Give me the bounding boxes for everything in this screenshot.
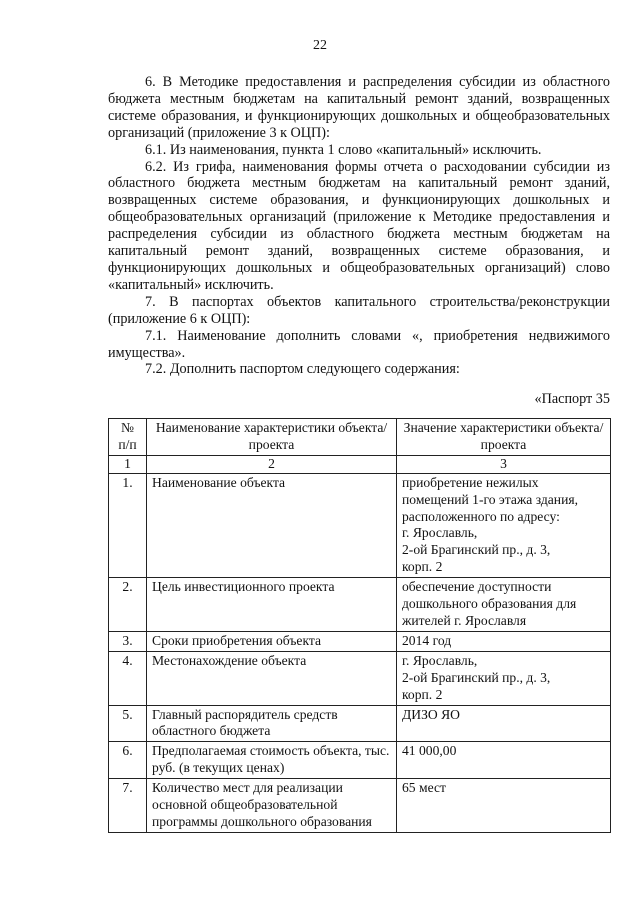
header-characteristic-name: Наименование характеристики объекта/проекта — [147, 419, 397, 456]
row-characteristic-value — [397, 779, 611, 833]
row-number: 3. — [109, 631, 147, 651]
value-line: расположенного по адресу: — [402, 508, 560, 524]
header-characteristic-value: Значение характеристики объекта/проекта — [397, 419, 611, 456]
value-line: ДИЗО ЯО — [402, 706, 460, 722]
paragraph-7-1: 7.1. Наименование дополнить словами «, приобретения недвижимого имущества». — [108, 327, 610, 361]
value-line: 2-ой Брагинский пр., д. 3, — [402, 542, 551, 558]
value-line: помещений 1-го этажа здания, — [402, 491, 579, 507]
value-line: г. Ярославль, — [402, 525, 478, 541]
row-number: 6. — [109, 742, 147, 779]
document-body — [108, 74, 610, 408]
column-number: 2 — [147, 455, 397, 473]
row-number: 4. — [109, 651, 147, 705]
table-row — [109, 631, 611, 651]
row-characteristic-name: Количество мест для реализации основной общеобразовательной программы дошкольного образования — [147, 779, 397, 833]
row-number: 7. — [109, 779, 147, 833]
page-number: 22 — [313, 38, 327, 53]
value-line: обеспечение доступности — [402, 579, 552, 595]
row-characteristic-name: Наименование объекта — [147, 473, 397, 577]
paragraph-7-2: 7.2. Дополнить паспортом следующего содержания: — [145, 361, 460, 378]
row-characteristic-name: Предполагаемая стоимость объекта, тыс. руб. (в текущих ценах) — [147, 742, 397, 779]
column-number: 1 — [109, 455, 147, 473]
row-characteristic-value — [397, 742, 611, 779]
table-row — [109, 742, 611, 779]
row-characteristic-name: Сроки приобретения объекта — [147, 631, 397, 651]
row-number: 1. — [109, 473, 147, 577]
table-header-row — [109, 419, 611, 456]
table-row — [109, 473, 611, 577]
passport-table-body — [109, 473, 611, 832]
passport-title: «Паспорт 35 — [534, 391, 610, 408]
paragraph-6: 6. В Методике предоставления и распределения субсидии из областного бюджета местным бюджетам на капитальный ремонт зданий, возвращенных системе образования, и функционирующих дошкольных и общеобразовательных организаций (приложение 3 к ОЦП): — [108, 74, 610, 141]
value-line: жителей г. Ярославля — [402, 612, 527, 628]
row-number: 5. — [109, 705, 147, 742]
value-line: 2-ой Брагинский пр., д. 3, — [402, 669, 551, 685]
row-characteristic-value — [397, 705, 611, 742]
row-characteristic-value — [397, 631, 611, 651]
value-line: г. Ярославль, — [402, 652, 478, 668]
paragraph-6-2: 6.2. Из грифа, наименования формы отчета о расходовании субсидии из областного бюджета местным бюджетам на капитальный ремонт зданий, возвращенных системе образования, и функционирующих дошкольных и общеобразовательных организаций (приложение к Методике предоставления и распределения субсидии из областного бюджета местным бюджетам на капитальный ремонт зданий, возвращенных системе образования, и функционирующих дошкольных и общеобразовательных организаций) слово «капитальный» исключить. — [108, 158, 610, 293]
header-number: № п/п — [109, 419, 147, 456]
row-characteristic-value — [397, 578, 611, 632]
passport-table — [108, 418, 611, 833]
row-characteristic-value — [397, 651, 611, 705]
row-characteristic-name: Цель инвестиционного проекта — [147, 578, 397, 632]
table-row — [109, 651, 611, 705]
paragraph-6-1: 6.1. Из наименования, пункта 1 слово «капитальный» исключить. — [145, 141, 542, 158]
value-line: корп. 2 — [402, 559, 443, 575]
value-line: дошкольного образования для — [402, 596, 577, 612]
value-line: приобретение нежилых — [402, 474, 539, 490]
table-row — [109, 705, 611, 742]
row-characteristic-name: Главный распорядитель средств областного бюджета — [147, 705, 397, 742]
value-line: корп. 2 — [402, 686, 443, 702]
value-line: 65 мест — [402, 780, 446, 796]
column-number-row — [109, 455, 611, 473]
row-characteristic-name: Местонахождение объекта — [147, 651, 397, 705]
row-characteristic-value — [397, 473, 611, 577]
value-line: 41 000,00 — [402, 743, 457, 759]
paragraph-7: 7. В паспортах объектов капитального строительства/реконструкции (приложение 6 к ОЦП): — [108, 293, 610, 327]
row-number: 2. — [109, 578, 147, 632]
value-line: 2014 год — [402, 632, 452, 648]
table-row — [109, 578, 611, 632]
column-number: 3 — [397, 455, 611, 473]
table-row — [109, 779, 611, 833]
